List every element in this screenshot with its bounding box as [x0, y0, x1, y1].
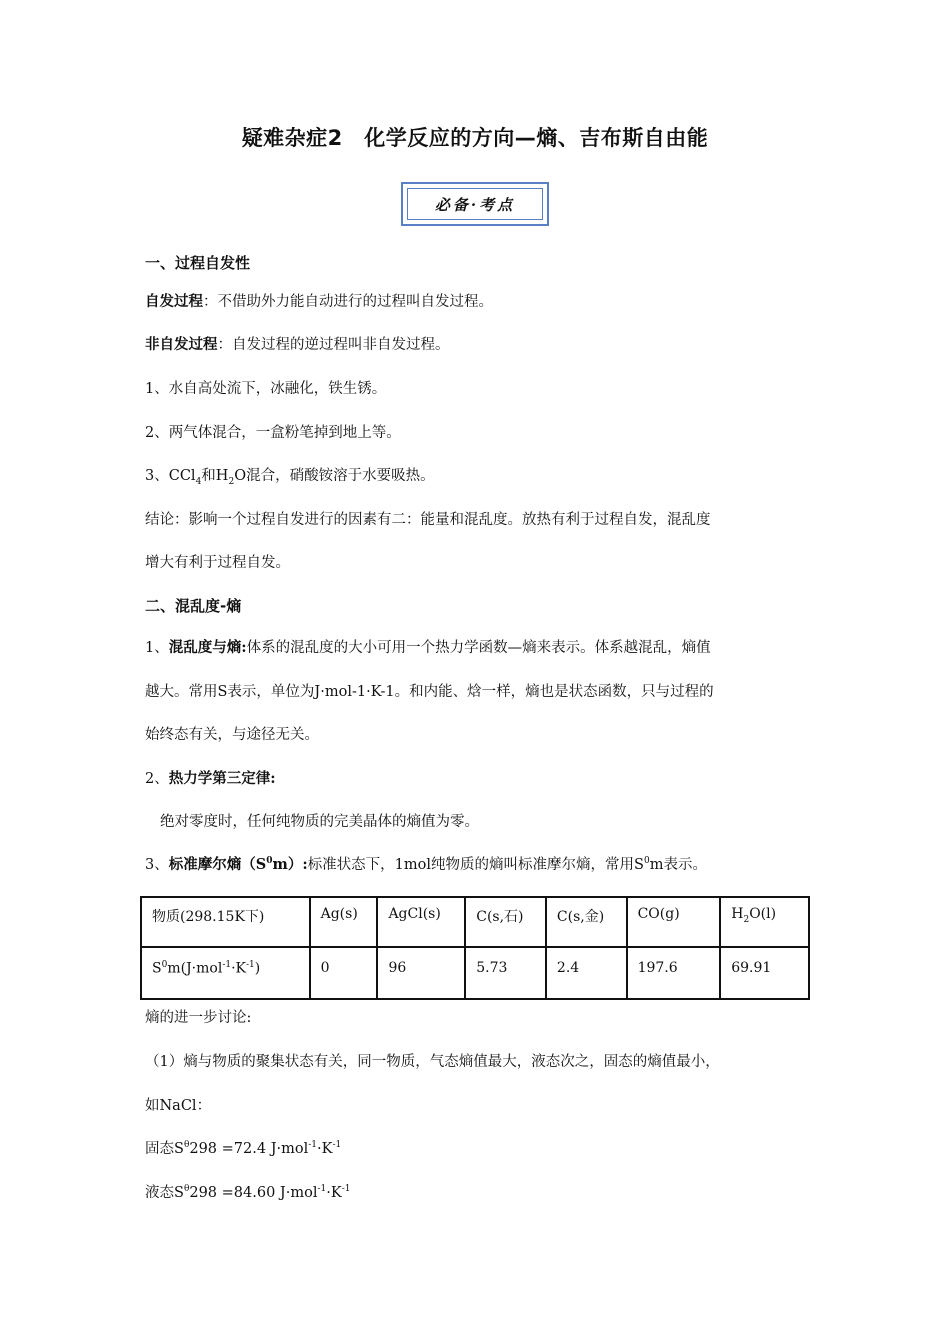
third-law-prefix: 2、 [145, 771, 169, 787]
liquid-c: ·K [326, 1185, 342, 1201]
table-header-cell: AgCl(s) [377, 897, 465, 947]
discussion-p1-line-2: 如NaCl： [145, 1098, 212, 1114]
row-label-b: m(J·mol [167, 960, 223, 977]
row-label-d: ) [254, 960, 261, 977]
solid-a: 固态S [145, 1141, 184, 1157]
solid-sup: θ [183, 1140, 190, 1151]
table-row-label [141, 947, 310, 999]
standard-molar-entropy [145, 853, 707, 874]
entropy-paragraph-line-2: 越大。常用S表示，单位为J·mol-1·K-1。和内能、焓一样，熵也是状态函数，只与过程的 [145, 684, 714, 700]
sme-label-a: 标准摩尔熵（S [168, 856, 267, 873]
table-cell: 2.4 [546, 947, 627, 999]
entropy-text-1: 体系的混乱度的大小可用一个热力学函数—熵来表示。体系越混乱，熵值 [246, 640, 711, 656]
nonspontaneous-label: 非自发过程 [145, 336, 218, 353]
standard-molar-entropy-table [140, 896, 810, 1000]
sme-label-sup: 0 [266, 856, 273, 867]
spontaneous-text: ：不借助外力能自动进行的过程叫自发过程。 [203, 294, 493, 310]
example-3-part-c: O混合，硝酸铵溶于水要吸热。 [234, 468, 435, 484]
table-cell: 197.6 [627, 947, 721, 999]
example-3-part-b: 和H [201, 468, 229, 484]
spontaneous-label: 自发过程 [145, 293, 203, 310]
entropy-paragraph-line-1 [145, 636, 711, 657]
conclusion-line-1: 结论：影响一个过程自发进行的因素有二：能量和混乱度。放热有利于过程自发，混乱度 [145, 512, 711, 528]
table-cell: 69.91 [720, 947, 809, 999]
sme-text-a: 标准状态下，1mol纯物质的熵叫标准摩尔熵，常用S [307, 857, 644, 873]
example-2: 2、两气体混合，一盒粉笔掉到地上等。 [145, 425, 401, 441]
spontaneous-process-definition [145, 290, 493, 311]
liquid-sup3: -1 [341, 1184, 351, 1195]
example-3 [145, 464, 435, 487]
sme-prefix: 3、 [145, 857, 169, 873]
example-3-part-a: 3、CCl [145, 468, 196, 484]
table-header-cell: 物质(298.15K下) [141, 897, 310, 947]
nonspontaneous-process-definition [145, 333, 450, 354]
section1-heading: 一、过程自发性 [145, 254, 251, 272]
water-sub: 2 [743, 914, 750, 925]
table-cell: 96 [377, 947, 465, 999]
stamp-label: 必备·考点 [407, 188, 543, 220]
entropy-paragraph-line-3: 始终态有关，与途径无关。 [145, 727, 319, 743]
discussion-p1-line-1: （1）熵与物质的聚集状态有关，同一物质，气态熵值最大，液态次之，固态的熵值最小， [145, 1054, 720, 1070]
third-law-text: 绝对零度时，任何纯物质的完美晶体的熵值为零。 [160, 814, 479, 830]
liquid-b: 298 =84.60 J·mol [189, 1185, 318, 1201]
section-stamp [401, 182, 549, 226]
solid-entropy [145, 1137, 341, 1158]
third-law-heading [145, 767, 276, 788]
solid-sup3: -1 [332, 1140, 342, 1151]
entropy-label: 混乱度与熵: [168, 639, 247, 656]
table-row [141, 947, 809, 999]
solid-c: ·K [317, 1141, 333, 1157]
sme-label-b: m）: [272, 856, 308, 873]
third-law-label: 热力学第三定律: [168, 770, 276, 787]
entropy-prefix: 1、 [145, 640, 169, 656]
row-label-c: ·K [231, 960, 247, 977]
row-label-a: S [152, 960, 162, 977]
discussion-intro: 熵的进一步讨论: [145, 1010, 252, 1026]
liquid-a: 液态S [145, 1185, 184, 1201]
table-header-cell: CO(g) [627, 897, 721, 947]
row-label-sup3: -1 [246, 960, 255, 970]
conclusion-line-2: 增大有利于过程自发。 [145, 555, 290, 571]
row-label-sup1: 0 [161, 960, 168, 970]
page-title: 疑难杂症2 化学反应的方向—熵、吉布斯自由能 [241, 126, 709, 150]
section2-heading: 二、混乱度-熵 [145, 597, 242, 615]
liquid-sup: θ [183, 1184, 190, 1195]
solid-sup2: -1 [308, 1140, 318, 1151]
example-1: 1、水自高处流下，冰融化，铁生锈。 [145, 381, 387, 397]
water-h: H [731, 906, 744, 922]
liquid-entropy [145, 1181, 350, 1202]
water-o: O(l) [749, 906, 777, 922]
liquid-sup2: -1 [317, 1184, 327, 1195]
sme-text-sup: 0 [643, 856, 650, 867]
table-header-row [141, 897, 809, 947]
example-3-sub-2: 2 [228, 476, 235, 487]
table-header-cell: C(s,金) [546, 897, 627, 947]
table-cell: 0 [310, 947, 378, 999]
solid-b: 298 =72.4 J·mol [189, 1141, 309, 1157]
table-header-cell: Ag(s) [310, 897, 378, 947]
table-header-cell [720, 897, 809, 947]
table-header-cell: C(s,石) [465, 897, 546, 947]
sme-text-b: m表示。 [649, 857, 707, 873]
nonspontaneous-text: ：自发过程的逆过程叫非自发过程。 [217, 337, 450, 353]
table-cell: 5.73 [465, 947, 546, 999]
example-3-sub-1: 4 [195, 476, 202, 487]
row-label-sup2: -1 [222, 960, 232, 970]
